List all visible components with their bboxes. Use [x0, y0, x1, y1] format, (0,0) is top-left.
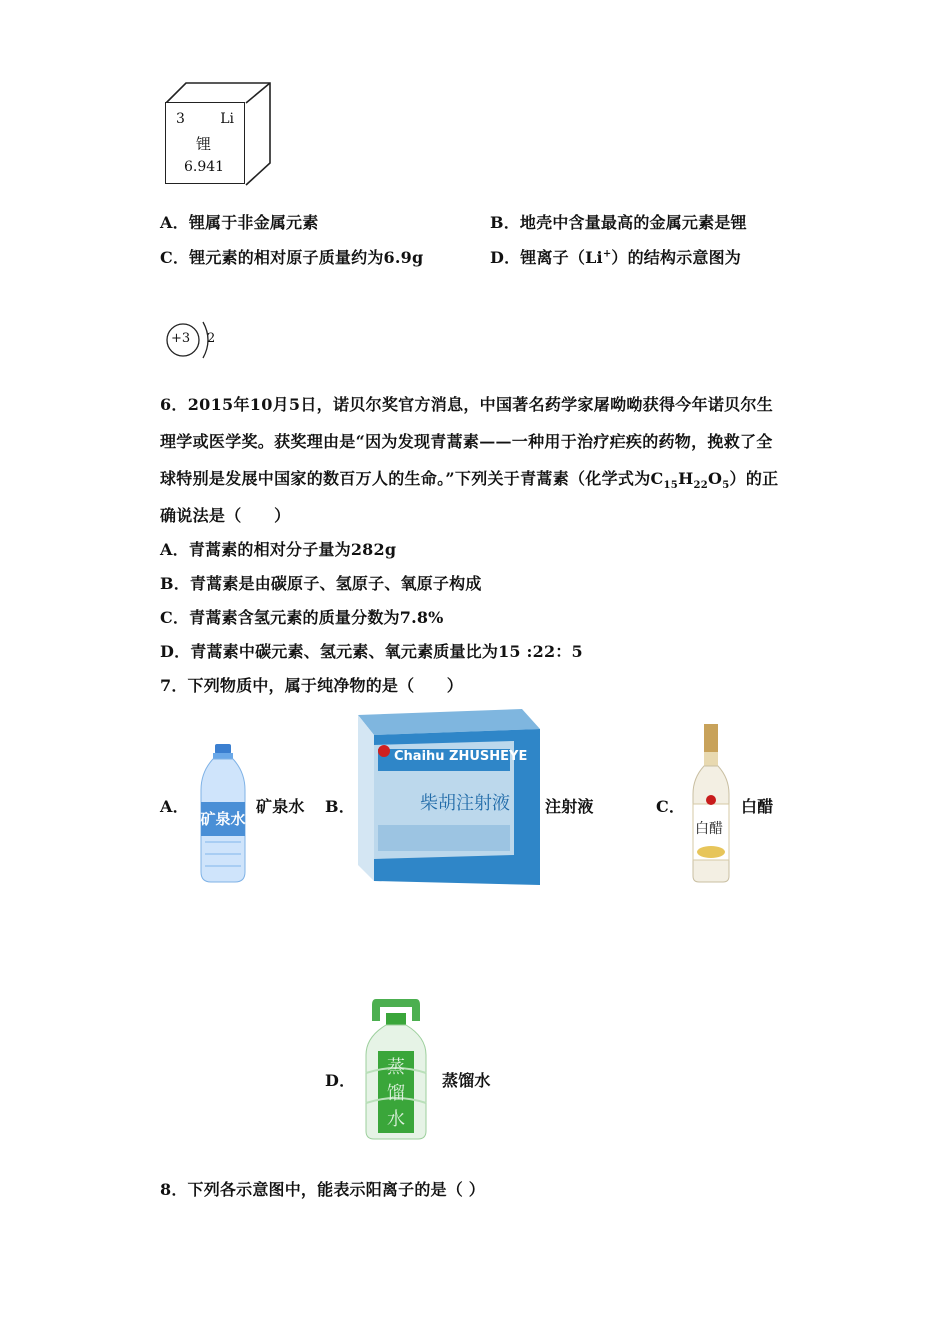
- element-name: 锂: [196, 135, 212, 153]
- q7-option-d-label: 蒸馏水: [442, 1071, 491, 1090]
- white-vinegar-bottle-image: [689, 722, 733, 884]
- q7-option-a-letter: A．: [160, 797, 189, 816]
- injection-box-brand: Chaihu ZHUSHEYE: [394, 749, 528, 764]
- white-vinegar-bottle-label: 白醋: [695, 821, 723, 837]
- mineral-water-bottle-image: [195, 742, 251, 884]
- q7-option-c-letter: C．: [656, 797, 686, 816]
- element-tile-face: [165, 102, 245, 184]
- q7-option-c-label: 白醋: [741, 797, 774, 816]
- q6-option-a: A．青蒿素的相对分子量为282g: [160, 540, 397, 559]
- shell-electrons: 2: [207, 331, 216, 346]
- distilled-water-jug-label: 蒸馏水: [387, 1057, 405, 1130]
- q6-option-b: B．青蒿素是由碳原子、氢原子、氧原子构成: [160, 574, 482, 593]
- q7-stem: 7．下列物质中，属于纯净物的是（ ）: [160, 676, 463, 695]
- injection-box-chinese-name: 柴胡注射液: [420, 793, 510, 814]
- q6-stem-line3: 球特别是发展中国家的数百万人的生命。”下列关于青蒿素（化学式为$C_{15}H_{22}O_5$）的正: [160, 469, 779, 492]
- q6-option-c: C．青蒿素含氢元素的质量分数为7.8%: [160, 608, 444, 627]
- q5-option-d: D．锂离子（Li+）的结构示意图为: [490, 248, 742, 267]
- q7-option-a-label: 矿泉水: [256, 797, 305, 816]
- q6-stem-line4: 确说法是（ ）: [160, 506, 291, 525]
- atomic-number: 3: [176, 111, 185, 127]
- q8-stem: 8．下列各示意图中，能表示阳离子的是（ ）: [160, 1180, 485, 1199]
- distilled-water-jug-image: [360, 993, 432, 1141]
- nucleus-charge: +3: [171, 331, 191, 346]
- mineral-water-bottle-label: 矿泉水: [200, 810, 246, 828]
- q6-stem-line2: 理学或医学奖。获奖理由是“因为发现青蒿素——一种用于治疗疟疾的药物，挽救了全: [160, 432, 773, 451]
- q5-option-a: A．锂属于非金属元素: [160, 213, 319, 232]
- element-symbol: Li: [220, 111, 234, 127]
- q7-option-b-letter: B．: [325, 797, 355, 816]
- q5-option-b: B．地壳中含量最高的金属元素是锂: [490, 213, 747, 232]
- injection-box-image: [354, 705, 542, 887]
- q5-option-c: C．锂元素的相对原子质量约为6.9g: [160, 248, 424, 267]
- atomic-mass: 6.941: [184, 159, 225, 175]
- q6-option-d: D．青蒿素中碳元素、氢元素、氧元素质量比为15 :22：5: [160, 642, 583, 661]
- q7-option-d-letter: D．: [325, 1071, 356, 1090]
- q7-option-b-label: 注射液: [545, 797, 594, 816]
- ion-structure-diagram: [165, 318, 225, 362]
- element-tile-lithium: [165, 82, 271, 186]
- q6-stem-line1: 6．2015年10月5日，诺贝尔奖官方消息，中国著名药学家屠呦呦获得今年诺贝尔生: [160, 395, 774, 414]
